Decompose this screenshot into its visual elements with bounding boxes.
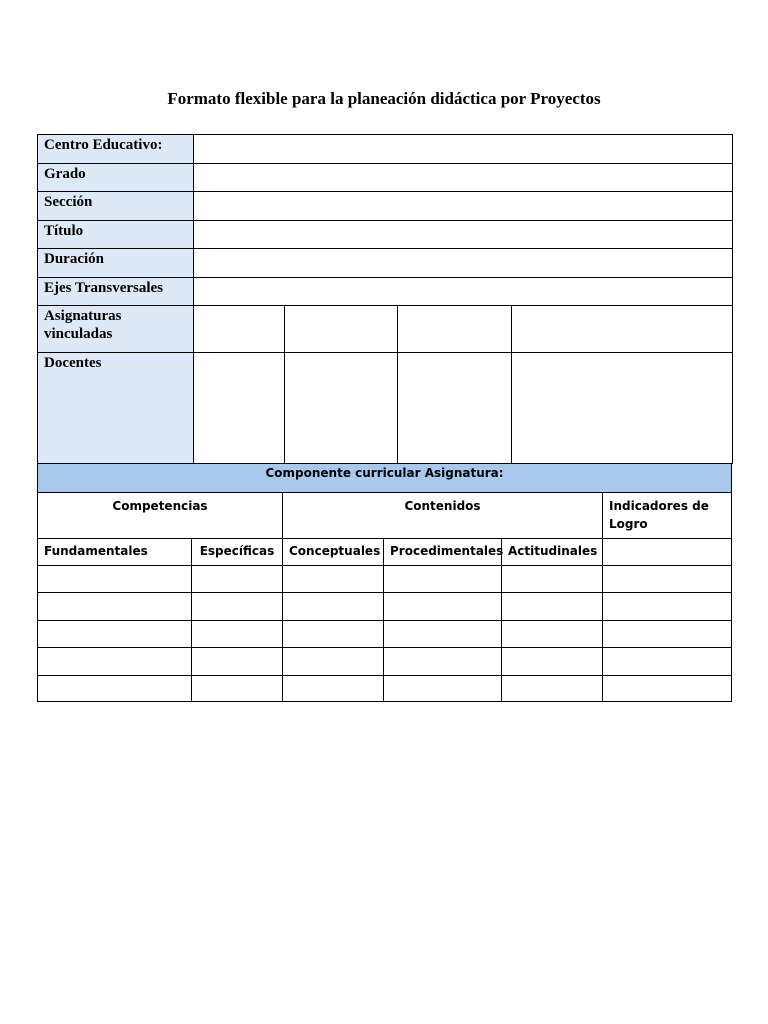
table-cell[interactable] bbox=[384, 593, 502, 621]
table-cell[interactable] bbox=[283, 676, 384, 702]
conceptuales-header: Conceptuales bbox=[283, 539, 384, 566]
table-cell[interactable] bbox=[502, 566, 603, 593]
table-cell[interactable] bbox=[38, 676, 192, 702]
table-cell[interactable] bbox=[192, 648, 283, 676]
table-cell[interactable] bbox=[384, 621, 502, 648]
table-cell[interactable] bbox=[502, 621, 603, 648]
table-cell[interactable] bbox=[38, 648, 192, 676]
group-header-row bbox=[38, 493, 732, 539]
table-cell[interactable] bbox=[603, 621, 732, 648]
especificas-header: Específicas bbox=[192, 539, 283, 566]
procedimentales-header: Procedimentales bbox=[384, 539, 502, 566]
table-cell[interactable] bbox=[283, 621, 384, 648]
fundamentales-header: Fundamentales bbox=[38, 539, 192, 566]
field-asignatura-1[interactable] bbox=[194, 306, 285, 353]
table-cell[interactable] bbox=[38, 621, 192, 648]
row-grado bbox=[38, 164, 733, 192]
page-title: Formato flexible para la planeación didáctica por Proyectos bbox=[167, 89, 601, 108]
contenidos-header: Contenidos bbox=[283, 493, 603, 539]
table-cell[interactable] bbox=[192, 676, 283, 702]
label-duracion: Duración bbox=[38, 249, 194, 278]
label-grado: Grado bbox=[38, 164, 194, 192]
table-cell[interactable] bbox=[384, 648, 502, 676]
field-duracion[interactable] bbox=[194, 249, 733, 278]
table-cell[interactable] bbox=[384, 566, 502, 593]
row-asignaturas-vinculadas bbox=[38, 306, 733, 353]
field-docente-2[interactable] bbox=[285, 353, 398, 464]
table-cell[interactable] bbox=[192, 621, 283, 648]
table-cell[interactable] bbox=[502, 676, 603, 702]
table-cell[interactable] bbox=[603, 566, 732, 593]
table-cell[interactable] bbox=[192, 566, 283, 593]
table-cell[interactable] bbox=[603, 676, 732, 702]
label-asignaturas-vinculadas: Asignaturas vinculadas bbox=[38, 306, 194, 353]
table-cell[interactable] bbox=[192, 593, 283, 621]
table-cell[interactable] bbox=[283, 566, 384, 593]
indicadores-logro-header: Indicadores de Logro bbox=[603, 493, 732, 539]
row-titulo bbox=[38, 221, 733, 249]
table-cell[interactable] bbox=[603, 648, 732, 676]
table-cell[interactable] bbox=[38, 566, 192, 593]
table-cell[interactable] bbox=[384, 676, 502, 702]
table-cell[interactable] bbox=[502, 593, 603, 621]
table-cell[interactable] bbox=[502, 648, 603, 676]
row-docentes bbox=[38, 353, 733, 464]
field-docente-4[interactable] bbox=[512, 353, 733, 464]
field-titulo[interactable] bbox=[194, 221, 733, 249]
row-duracion bbox=[38, 249, 733, 278]
field-docente-3[interactable] bbox=[398, 353, 512, 464]
field-centro-educativo[interactable] bbox=[194, 135, 733, 164]
row-centro-educativo bbox=[38, 135, 733, 164]
curricular-component-table bbox=[37, 463, 732, 702]
field-asignatura-3[interactable] bbox=[398, 306, 512, 353]
label-docentes: Docentes bbox=[38, 353, 194, 464]
field-docente-1[interactable] bbox=[194, 353, 285, 464]
table-cell[interactable] bbox=[38, 593, 192, 621]
general-info-table bbox=[37, 134, 733, 464]
table-row bbox=[38, 621, 732, 648]
field-ejes-transversales[interactable] bbox=[194, 278, 733, 306]
table-cell[interactable] bbox=[603, 593, 732, 621]
indicadores-subheader-blank[interactable] bbox=[603, 539, 732, 566]
field-asignatura-2[interactable] bbox=[285, 306, 398, 353]
row-ejes-transversales bbox=[38, 278, 733, 306]
row-seccion bbox=[38, 192, 733, 221]
label-seccion: Sección bbox=[38, 192, 194, 221]
table-row bbox=[38, 676, 732, 702]
label-ejes-transversales: Ejes Transversales bbox=[38, 278, 194, 306]
table-row bbox=[38, 593, 732, 621]
label-centro-educativo: Centro Educativo: bbox=[38, 135, 194, 164]
field-seccion[interactable] bbox=[194, 192, 733, 221]
subheader-row bbox=[38, 539, 732, 566]
table-row bbox=[38, 648, 732, 676]
competencias-header: Competencias bbox=[38, 493, 283, 539]
actitudinales-header: Actitudinales bbox=[502, 539, 603, 566]
table-row bbox=[38, 566, 732, 593]
field-asignatura-4[interactable] bbox=[512, 306, 733, 353]
label-titulo: Título bbox=[38, 221, 194, 249]
table-cell[interactable] bbox=[283, 648, 384, 676]
curricular-header-row bbox=[38, 464, 732, 493]
componente-curricular-header: Componente curricular Asignatura: bbox=[38, 464, 732, 493]
table-cell[interactable] bbox=[283, 593, 384, 621]
field-grado[interactable] bbox=[194, 164, 733, 192]
